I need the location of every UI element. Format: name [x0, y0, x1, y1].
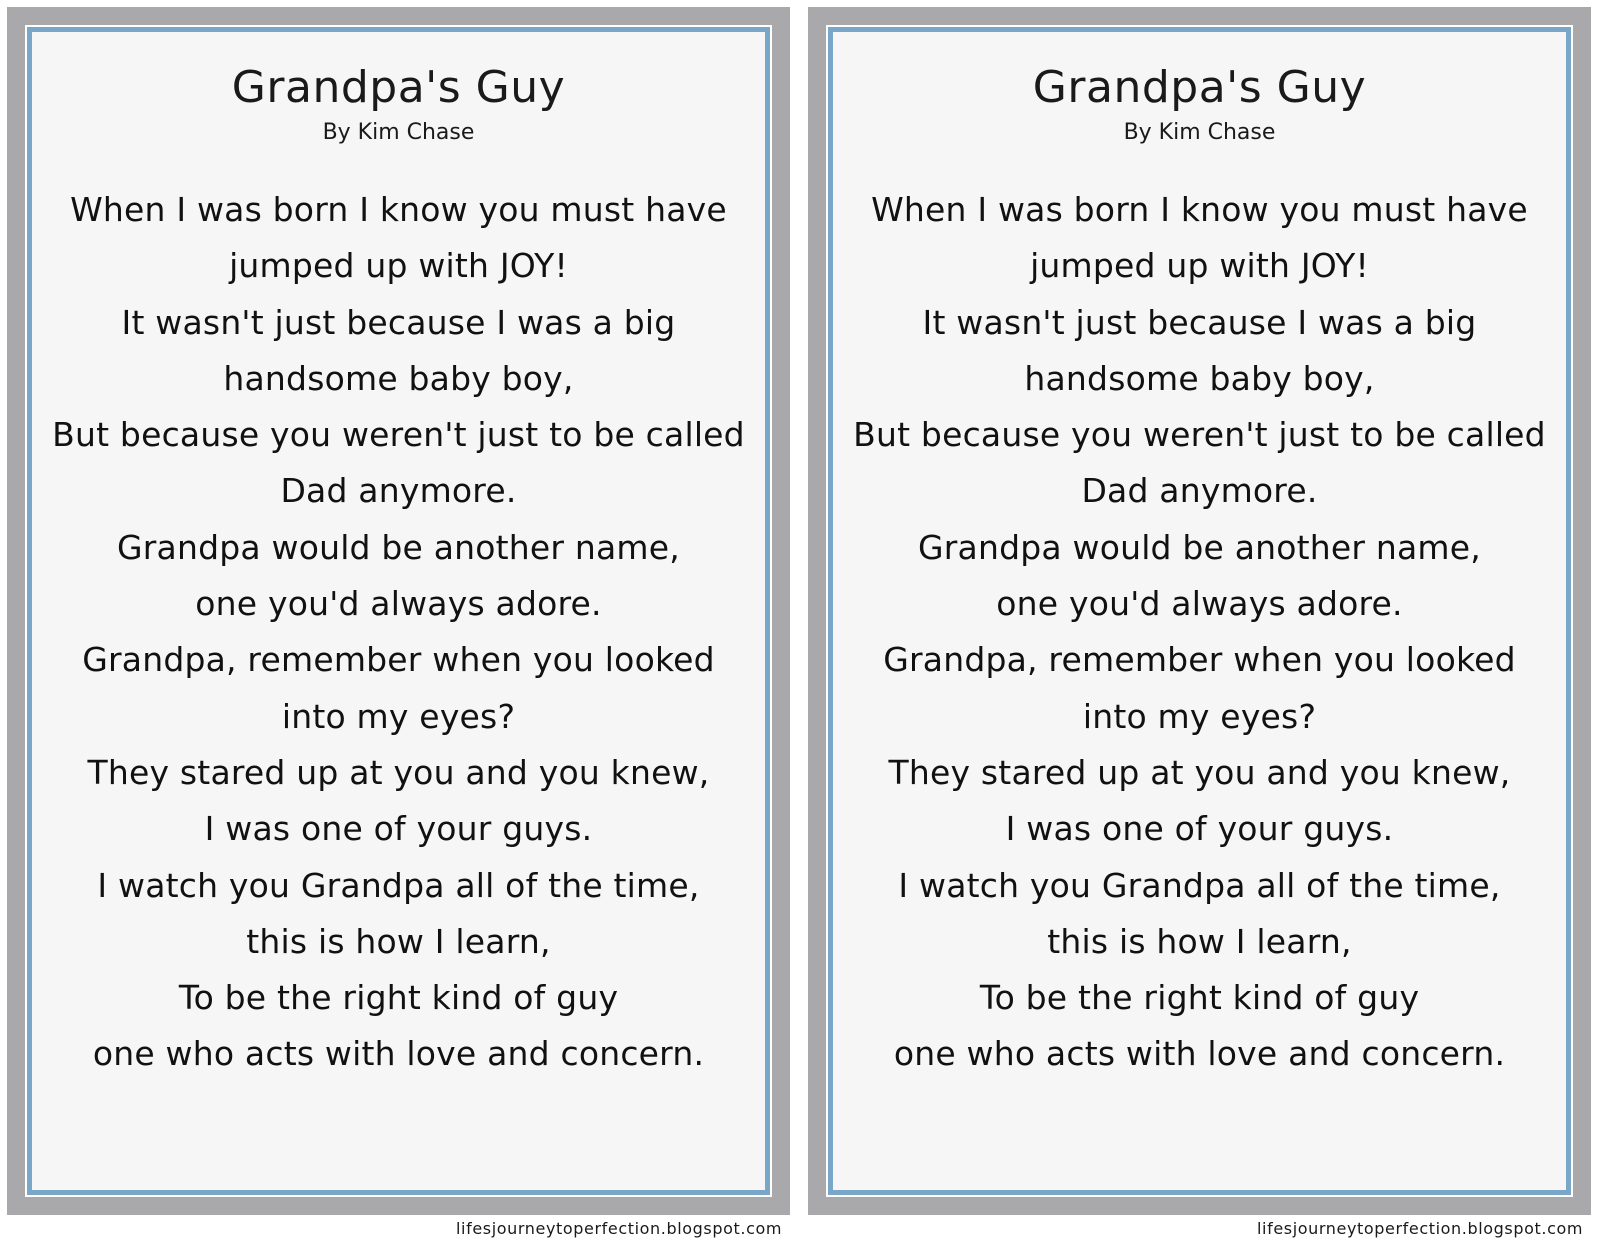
poem-line: handsome baby boy,	[1024, 358, 1375, 398]
poem-line: I watch you Grandpa all of the time,	[97, 865, 700, 905]
poem-body	[833, 182, 1566, 1083]
poem-line: jumped up with JOY!	[1030, 246, 1369, 286]
poem-line: They stared up at you and you knew,	[87, 752, 710, 792]
poem-line: one you'd always adore.	[996, 584, 1403, 624]
poem-line: I was one of your guys.	[1005, 809, 1394, 849]
poem-line: one who acts with love and concern.	[92, 1034, 705, 1074]
poem-line: Grandpa would be another name,	[117, 527, 680, 567]
poem-panel-left	[27, 27, 770, 1195]
poem-title: Grandpa's Guy	[1032, 62, 1367, 113]
poem-card-left	[7, 7, 790, 1215]
poem-line: It wasn't just because I was a big	[922, 302, 1477, 342]
poem-line: handsome baby boy,	[223, 358, 574, 398]
poem-line: When I was born I know you must have	[871, 190, 1528, 229]
poem-line: It wasn't just because I was a big	[121, 302, 676, 342]
poem-line: I watch you Grandpa all of the time,	[898, 865, 1501, 905]
poem-card-right	[808, 7, 1591, 1215]
poem-line: this is how I learn,	[1047, 921, 1352, 961]
poem-line: Grandpa, remember when you looked	[82, 640, 715, 680]
poem-body	[32, 182, 765, 1083]
poem-line: To be the right kind of guy	[979, 978, 1420, 1018]
poem-line: one you'd always adore.	[195, 584, 602, 624]
poem-line: Dad anymore.	[1081, 471, 1318, 511]
poem-line: Grandpa, remember when you looked	[883, 640, 1516, 680]
poem-line: They stared up at you and you knew,	[888, 752, 1511, 792]
poem-author: By Kim Chase	[1123, 120, 1276, 145]
poem-line: one who acts with love and concern.	[893, 1034, 1506, 1074]
poem-line: into my eyes?	[1082, 696, 1317, 736]
poem-author: By Kim Chase	[322, 120, 475, 145]
poem-line: To be the right kind of guy	[178, 978, 619, 1018]
poem-panel-right	[828, 27, 1571, 1195]
poem-line: Dad anymore.	[280, 471, 517, 511]
poem-line: this is how I learn,	[246, 921, 551, 961]
poem-line: I was one of your guys.	[204, 809, 593, 849]
poem-line: into my eyes?	[281, 696, 516, 736]
poem-line: Grandpa would be another name,	[918, 527, 1481, 567]
poem-title: Grandpa's Guy	[231, 62, 566, 113]
poem-line: When I was born I know you must have	[70, 190, 727, 229]
poem-line: jumped up with JOY!	[229, 246, 568, 286]
poem-line: But because you weren't just to be called	[853, 415, 1546, 455]
footer-credit: lifesjourneytoperfection.blogspot.com	[1257, 1219, 1584, 1238]
poem-line: But because you weren't just to be called	[52, 415, 745, 455]
footer-credit: lifesjourneytoperfection.blogspot.com	[456, 1219, 783, 1238]
